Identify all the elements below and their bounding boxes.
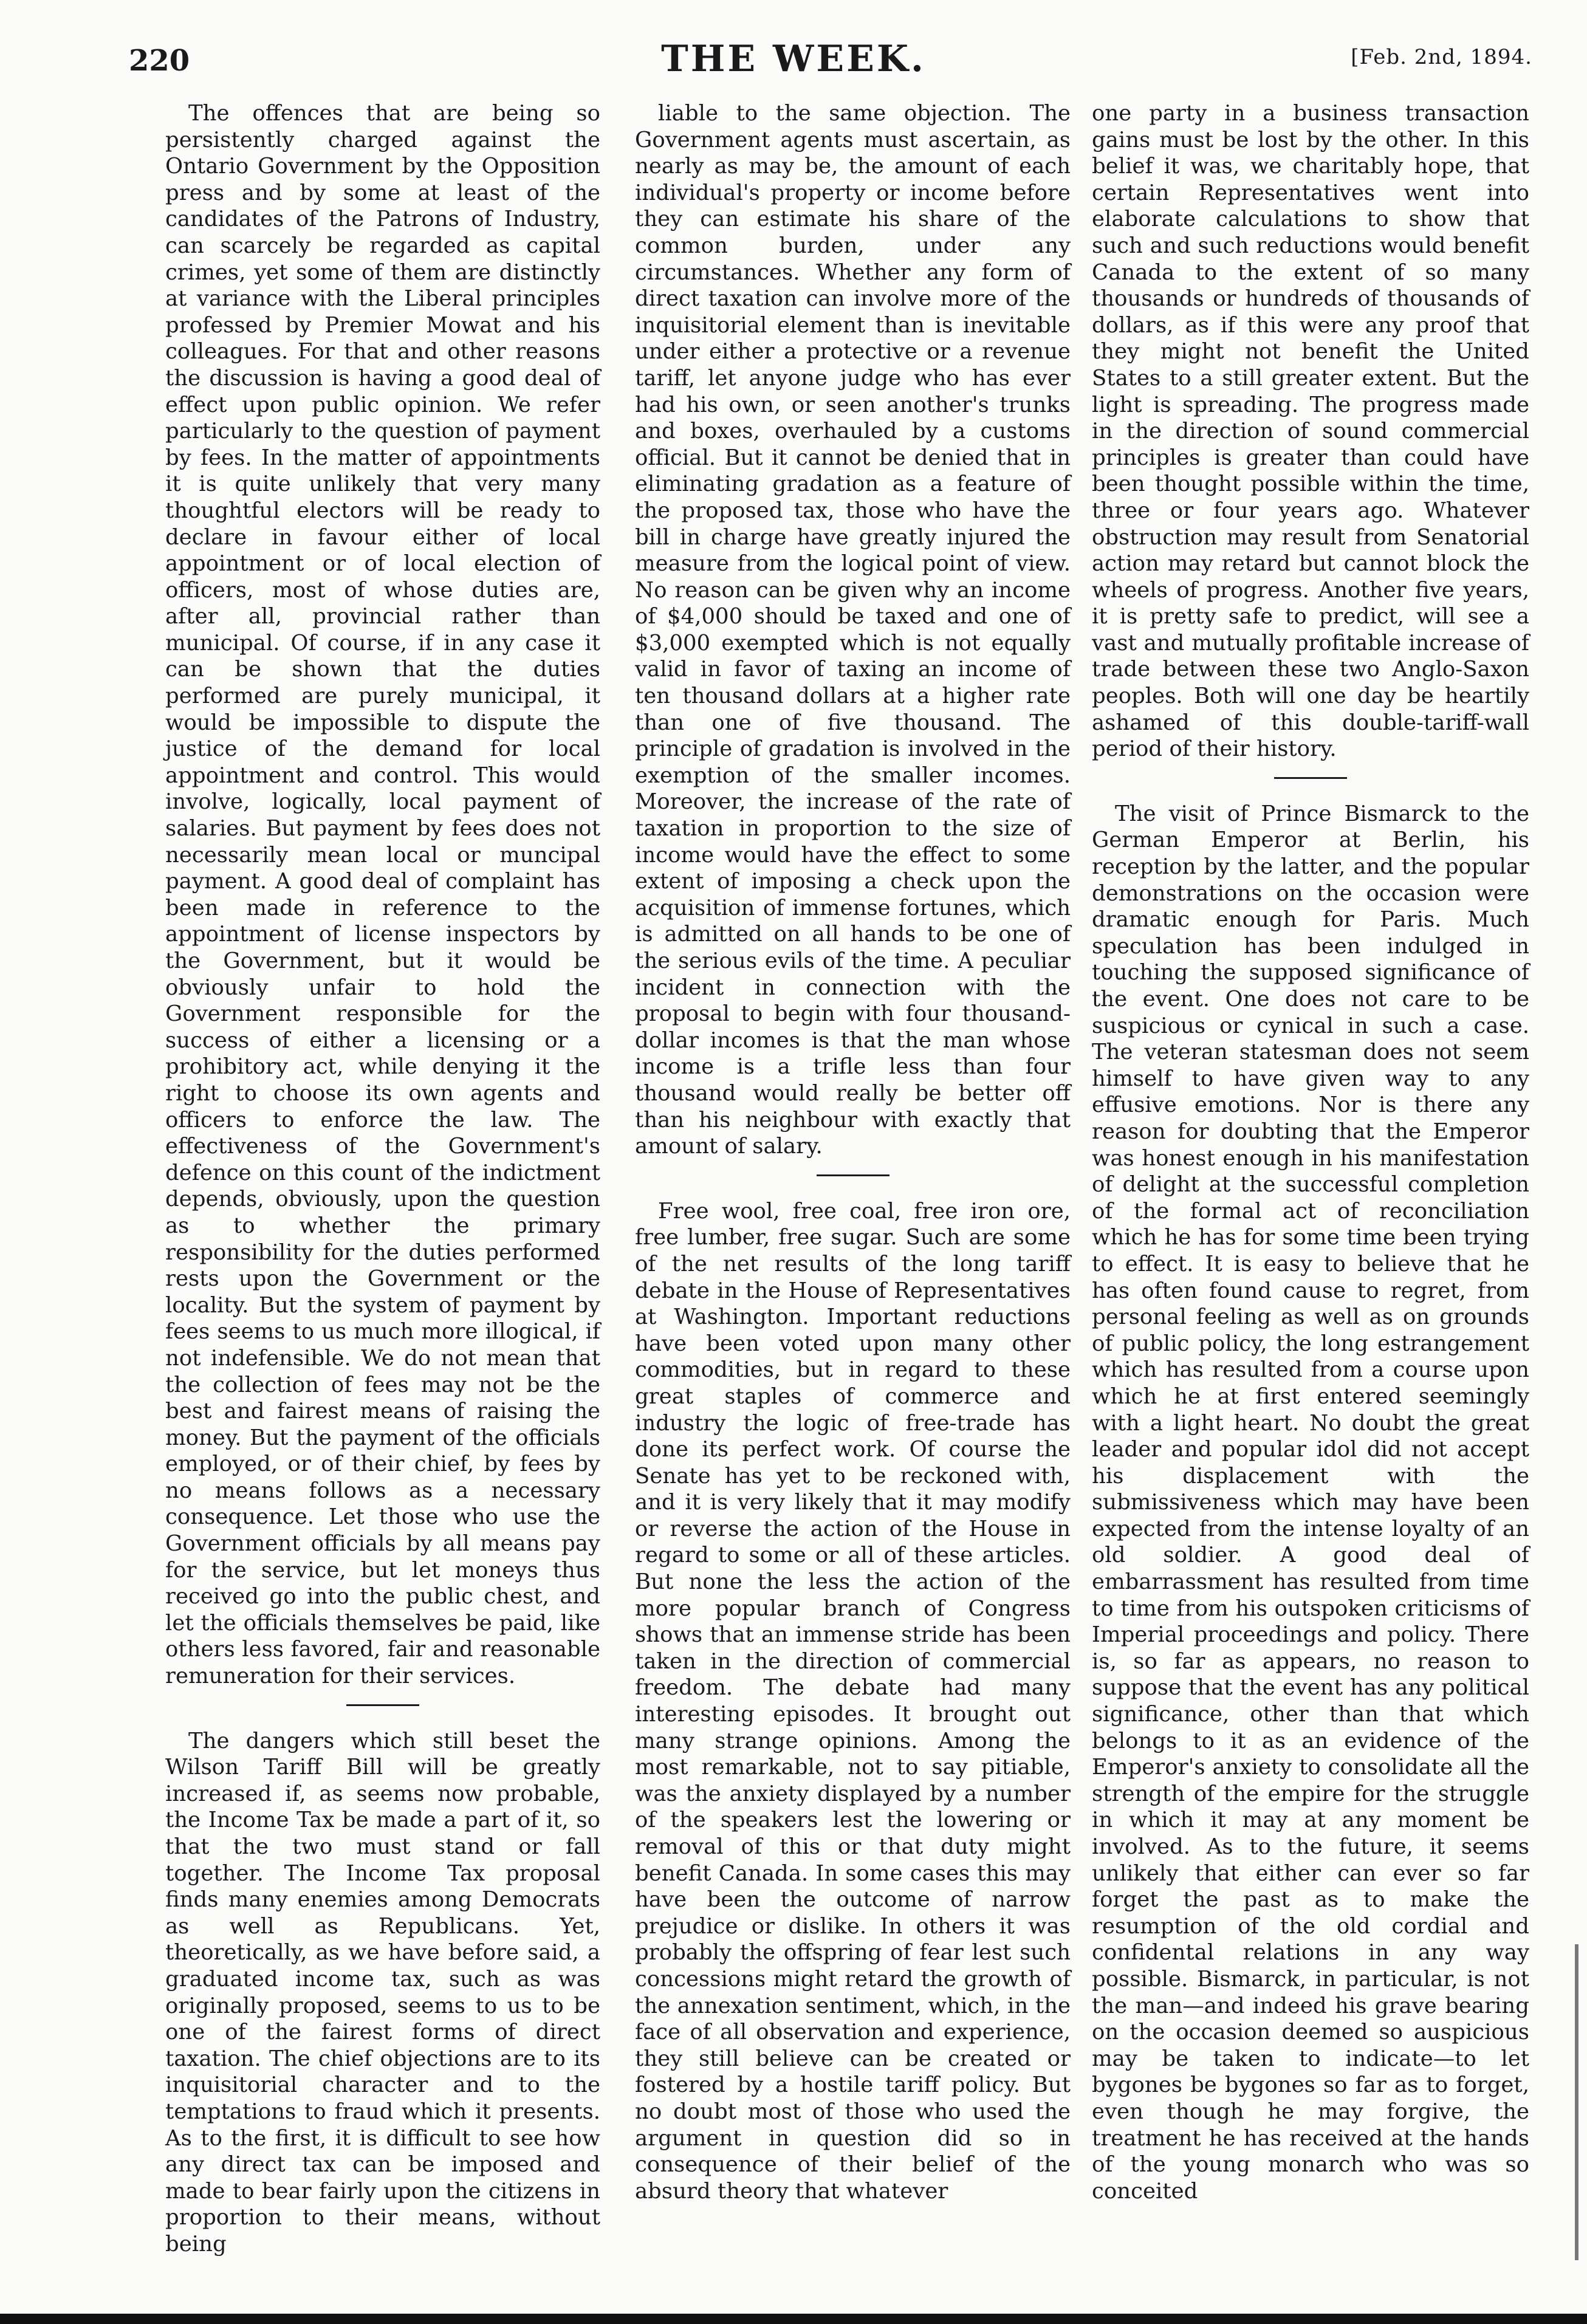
issue-date: [Feb. 2nd, 1894. — [1351, 45, 1532, 69]
journal-title: THE WEEK. — [661, 38, 926, 80]
article-divider — [1274, 777, 1347, 779]
article-divider — [817, 1174, 889, 1176]
article-income-tax-continued: liable to the same objection. The Government agents must ascertain, as nearly as may be, the amount of each individual's property or income before they can estimate his share of the common burden, under any circumstances. Whether any form of direct taxation can involve more of the inquisitorial element than is inevitable under either a protective or a revenue tariff, let anyone judge who has ever had his own, or seen another's trunks and boxes, overhauled by a customs official. But it cannot be denied that in eliminating gradation as a feature of the proposed tax, those who have the bill in charge have greatly injured the measure from the logical point of view. No reason can be given why an income of $4,000 should be taxed and one of $3,000 exempted which is not equally valid in favor of taxing an income of ten thousand dollars at a higher rate than one of five thousand. The principle of gradation is involved in the exemption of the smaller incomes. Moreover, the increase of the rate of taxation in proportion to the size of income would have the effect to some extent of imposing a check upon the acquisition of immense fortunes, which is admitted on all hands to be one of the serious evils of the time. A peculiar incident in connection with the proposal to begin with four thousand-dollar incomes is that the man whose income is a trifle less than four thousand would really be better off than his neighbour with exactly that amount of salary. — [635, 101, 1071, 1159]
column-3 — [1092, 100, 1529, 2204]
binding-edge-mark — [1575, 1944, 1578, 2260]
column-2 — [635, 100, 1071, 2204]
scan-bottom-edge — [0, 2314, 1587, 2324]
page-number: 220 — [129, 44, 190, 78]
article-bismarck-visit: The visit of Prince Bismarck to the German Emperor at Berlin, his reception by the latter, and the popular demonstrations on the occasion were dramatic enough for Paris. Much speculation has been indulged in touching the supposed significance of the event. One does not care to be suspicious or cynical in such a case. The veteran statesman does not seem himself to have given way to any effusive emotions. Nor is there any reason for doubting that the Emperor was honest enough in his manifestation of delight at the successful completion of the formal act of reconciliation which he has for some time been trying to effect. It is easy to believe that he has often found cause to regret, from personal feeling as well as on grounds of public policy, the long estrangement which has resulted from a course upon which he at first entered seemingly with a light heart. No doubt the great leader and popular idol did not accept his displacement with the submissiveness which may have been expected from the intense loyalty of an old soldier. A good deal of embarrassment has resulted from time to time from his outspoken criticisms of Imperial proceedings and policy. There is, so far as appears, no reason to suppose that the event has any political significance, other than that which belongs to it as an evidence of the Emperor's anxiety to consolidate all the strength of the empire for the struggle in which it may at any moment be involved. As to the future, it seems unlikely that either can ever so far forget the past as to make the resumption of the old cordial and confidental relations in any way possible. Bismarck, in particular, is not the man—and indeed his grave bearing on the occasion deemed so auspicious may be taken to indicate—to let bygones be bygones so far as to forget, even though he may forgive, the treatment he has received at the hands of the young monarch who was so conceited — [1092, 801, 1529, 2204]
article-free-trade-debate: Free wool, free coal, free iron ore, free lumber, free sugar. Such are some of the net results of the long tariff debate in the House of Representatives at Washington. Important reductions have been voted upon many other commodities, but in regard to these great staples of commerce and industry the logic of free-trade has done its perfect work. Of course the Senate has yet to be reckoned with, and it is very likely that it may modify or reverse the action of the House in regard to some or all of these articles. But none the less the action of the more popular branch of Congress shows that an immense stride has been taken in the direction of commercial freedom. The debate had many interesting episodes. It brought out many strange opinions. Among the most remarkable, not to say pitiable, was the anxiety displayed by a number of the speakers lest the lowering or removal of this or that duty might benefit Canada. In some cases this may have been the outcome of narrow prejudice or dislike. In others it was probably the offspring of fear lest such concessions might retard the growth of the annexation sentiment, which, in the face of all observation and experience, they still believe can be created or fostered by a hostile tariff policy. But no doubt most of those who used the argument in question did so in consequence of their belief of the absurd theory that whatever — [635, 1198, 1071, 2204]
column-1 — [165, 100, 600, 2258]
article-free-trade-continued: one party in a business transaction gains must be lost by the other. In this belief it was, we charitably hope, that certain Representatives went into elaborate calculations to show that such and such reductions would benefit Canada to the extent of so many thousands or hundreds of thousands of dollars, as if this were any proof that they might not benefit the United States to a still greater extent. But the light is spreading. The progress made in the direction of sound commercial principles is greater than could have been thought possible within the time, three or four years ago. Whatever obstruction may result from Senatorial action may retard but cannot block the wheels of progress. Another five years, it is pretty safe to predict, will see a vast and mutually profitable increase of trade between these two Anglo-Saxon peoples. Both will one day be heartily ashamed of this double-tariff-wall period of their history. — [1092, 101, 1529, 762]
page-header — [0, 38, 1587, 86]
article-wilson-tariff-bill: The dangers which still beset the Wilson Tariff Bill will be greatly increased if, as seems now probable, the Income Tax be made a part of it, so that the two must stand or fall together. The Income Tax proposal finds many enemies among Democrats as well as Republicans. Yet, theoretically, as we have before said, a graduated income tax, such as was originally proposed, seems to us to be one of the fairest forms of direct taxation. The chief objections are to its inquisitorial character and to the temptations to fraud which it presents. As to the first, it is difficult to see how any direct tax can be imposed and made to bear fairly upon the citizens in proportion to their means, without being — [165, 1728, 600, 2257]
article-divider — [346, 1704, 419, 1706]
article-ontario-government: The offences that are being so persistently charged against the Ontario Government by the Opposition press and by some at least of the candidates of the Patrons of Industry, can scarcely be regarded as capital crimes, yet some of them are distinctly at variance with the Liberal principles professed by Premier Mowat and his colleagues. For that and other reasons the discussion is having a good deal of effect upon public opinion. We refer particularly to the question of payment by fees. In the matter of appointments it is quite unlikely that very many thoughtful electors will be ready to declare in favour either of local appointment or of local election of officers, most of whose duties are, after all, provincial rather than municipal. Of course, if in any case it can be shown that the duties performed are purely municipal, it would be impossible to dispute the justice of the demand for local appointment and control. This would involve, logically, local payment of salaries. But payment by fees does not necessarily mean local or muncipal payment. A good deal of complaint has been made in reference to the appointment of license inspectors by the Government, but it would be obviously unfair to hold the Government responsible for the success of either a licensing or a prohibitory act, while denying it the right to choose its own agents and officers to enforce the law. The effectiveness of the Government's defence on this count of the indictment depends, obviously, upon the question as to whether the primary responsibility for the duties performed rests upon the Government or the locality. But the system of payment by fees seems to us much more illogical, if not indefensible. We do not mean that the collection of fees may not be the best and fairest means of raising the money. But the payment of the officials employed, or of their chief, by fees by no means follows as a necessary consequence. Let those who use the Government officials by all means pay for the service, but let moneys thus received go into the public chest, and let the officials themselves be paid, like others less favored, fair and reasonable remuneration for their services. — [165, 101, 600, 1689]
